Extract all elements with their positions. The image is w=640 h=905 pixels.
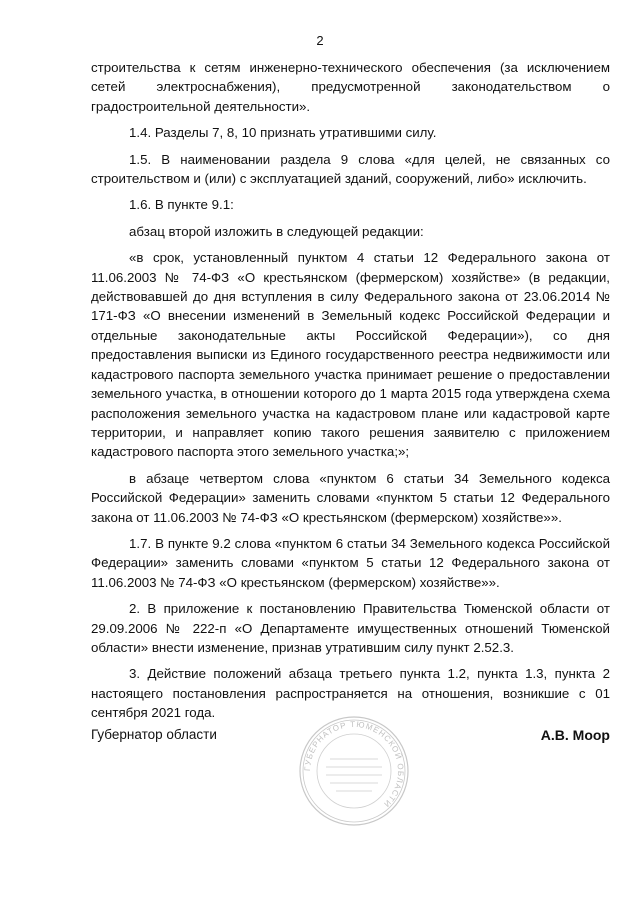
svg-text:ГУБЕРНАТОР ТЮМЕНСКОЙ ОБЛАСТИ: ГУБЕРНАТОР ТЮМЕНСКОЙ ОБЛАСТИ: [302, 719, 406, 810]
paragraph: строительства к сетям инженерно-технического обеспечения (за исключением сетей электроснабжения), предусмотренной законодательством о градостроительной деятельности».: [91, 60, 610, 114]
paragraph: 1.5. В наименовании раздела 9 слова «для целей, не связанных со строительством и (или) с эксплуатацией зданий, сооружений, либо» исключить.: [91, 151, 610, 187]
signatory-name: А.В. Моор: [540, 727, 610, 743]
paragraph: 1.4. Разделы 7, 8, 10 признать утратившими силу.: [129, 125, 437, 141]
paragraph: абзац второй изложить в следующей редакции:: [129, 223, 424, 239]
paragraph: 2. В приложение к постановлению Правительства Тюменской области от 29.09.2006 № 222-п «О Департаменте имущественных отношений Тюменской области» внести изменение, признав утратившим силу пункт 2.52.3.: [91, 601, 610, 655]
document-body: [91, 58, 610, 730]
paragraph: в абзаце четвертом слова «пунктом 6 статьи 34 Земельного кодекса Российской Федерации» заменить словами «пунктом 5 статьи 12 Федерального закона от 11.06.2003 № 74-ФЗ «О крестьянском (фермерском) хозяйстве»».: [91, 470, 610, 525]
paragraph: 1.7. В пункте 9.2 слова «пунктом 6 статьи 34 Земельного кодекса Российской Федерации» заменить словами «пунктом 5 статьи 12 Федерального закона от 11.06.2003 № 74-ФЗ «О крестьянском (фермерском) хозяйстве»».: [91, 535, 610, 590]
official-seal-stamp: [298, 715, 410, 827]
paragraph: 3. Действие положений абзаца третьего пункта 1.2, пункта 1.3, пункта 2 настоящего постановления распространяется на отношения, возникшие с 01 сентября 2021 года.: [91, 666, 610, 721]
page-number: 2: [316, 33, 324, 48]
paragraph: 1.6. В пункте 9.1:: [129, 197, 234, 213]
paragraph: «в срок, установленный пунктом 4 статьи 12 Федерального закона от 11.06.2003 № 74-ФЗ «О крестьянском (фермерском) хозяйстве» (в редакции, действовавшей до дня вступления в силу Федерального закона от 23.06.2014 № 171-ФЗ «О внесении изменений в Земельный кодекс Российской Федерации и отдельные законодательные акты Российской Федерации»), со дня предоставления выписки из Единого государственного реестра недвижимости или кадастрового паспорта земельного участка принимает решение о предоставлении земельного участка, в отношении которого до 1 марта 2015 года утверждена схема расположения земельного участка на кадастровом плане или кадастровой карте территории, и направляет копию такого решения заявителю с приложением кадастрового паспорта этого земельного участка;»;: [91, 250, 610, 460]
signatory-title: Губернатор области: [91, 727, 217, 742]
